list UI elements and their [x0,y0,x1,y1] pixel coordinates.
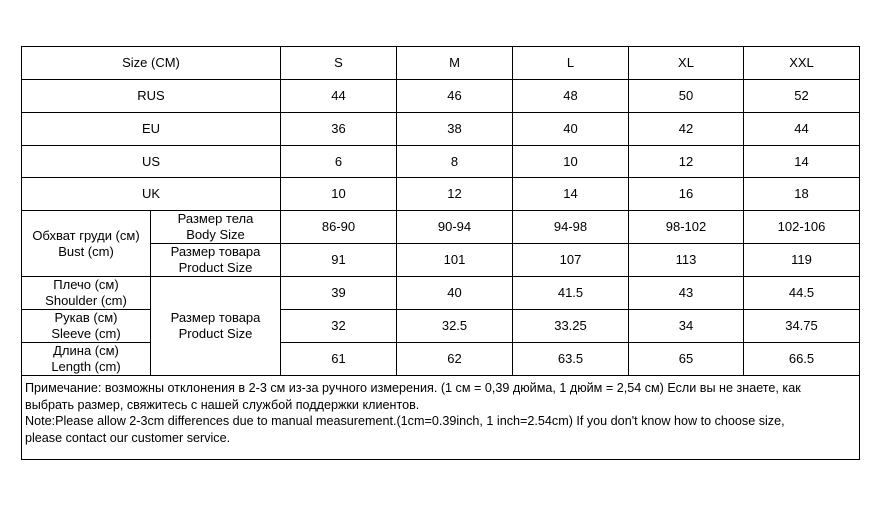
table-cell: 6 [281,146,397,178]
table-cell: 38 [397,113,513,146]
table-cell: 48 [513,80,629,113]
table-cell: 41.5 [513,277,629,310]
table-cell: 46 [397,80,513,113]
product-size-group-label [151,277,281,376]
product-size-label-en: Product Size [178,260,253,275]
size-label-cell: Size (CM) [22,47,281,80]
table-cell: 34 [629,310,744,343]
table-cell: 43 [629,277,744,310]
note-line-en-2: please contact our customer service. [25,430,231,445]
note-row [22,376,860,460]
table-cell: 42 [629,113,744,146]
body-size-label-en: Body Size [186,227,245,242]
table-row-uk [22,178,860,211]
body-size-label [151,211,281,244]
table-row-eu [22,113,860,146]
table-cell: 52 [744,80,860,113]
table-cell: 44.5 [744,277,860,310]
table-cell: 39 [281,277,397,310]
row-label: RUS [22,80,281,113]
note-line-ru-2: выбрать размер, свяжитесь с нашей службой поддержки клиентов. [25,397,420,412]
length-label-en: Length (cm) [51,359,121,374]
table-cell: 40 [513,113,629,146]
sleeve-label [22,310,151,343]
bust-label-ru: Обхват груди (см) [32,227,140,243]
table-cell: 18 [744,178,860,211]
table-cell: 91 [281,244,397,277]
sleeve-label-ru: Рукав (см) [54,310,118,325]
table-cell: 94-98 [513,211,629,244]
table-cell: 102-106 [744,211,860,244]
table-cell: 8 [397,146,513,178]
header-row [22,47,860,80]
table-cell: 119 [744,244,860,277]
table-cell: 12 [629,146,744,178]
shoulder-label-en: Shoulder (cm) [45,293,127,308]
table-cell: 10 [513,146,629,178]
row-label: EU [22,113,281,146]
table-cell: 66.5 [744,343,860,376]
table-cell: 63.5 [513,343,629,376]
table-cell: 107 [513,244,629,277]
table-row-us [22,146,860,178]
size-header-xxl: XXL [744,47,860,80]
shoulder-label [22,277,151,310]
table-cell: 40 [397,277,513,310]
table-cell: 62 [397,343,513,376]
table-cell: 14 [744,146,860,178]
table-cell: 32 [281,310,397,343]
table-cell: 98-102 [629,211,744,244]
row-label: US [22,146,281,178]
shoulder-label-ru: Плечо (см) [53,277,119,292]
table-row-bust-body [22,211,860,244]
table-cell: 33.25 [513,310,629,343]
table-cell: 61 [281,343,397,376]
table-row-sleeve [22,310,860,343]
product-group-label-ru: Размер товара [170,310,261,325]
body-size-label-ru: Размер тела [177,211,254,226]
table-cell: 44 [281,80,397,113]
size-chart-table [21,46,860,460]
length-label [22,343,151,376]
table-cell: 101 [397,244,513,277]
table-row-rus [22,80,860,113]
size-header-l: L [513,47,629,80]
table-row-shoulder [22,277,860,310]
bust-label [22,211,151,277]
size-header-m: M [397,47,513,80]
table-cell: 86-90 [281,211,397,244]
table-cell: 12 [397,178,513,211]
table-cell: 44 [744,113,860,146]
table-cell: 32.5 [397,310,513,343]
table-cell: 10 [281,178,397,211]
table-cell: 113 [629,244,744,277]
table-cell: 16 [629,178,744,211]
table-cell: 90-94 [397,211,513,244]
note-cell [22,376,860,460]
table-cell: 34.75 [744,310,860,343]
product-size-label-ru: Размер товара [170,244,261,259]
product-size-label [151,244,281,277]
product-group-label-en: Product Size [178,326,253,341]
note-line-en-1: Note:Please allow 2-3cm differences due to manual measurement.(1cm=0.39inch, 1 inch=2.54cm) If you don't know how to choose size, [25,414,785,428]
sleeve-label-en: Sleeve (cm) [51,326,121,341]
row-label: UK [22,178,281,211]
table-cell: 14 [513,178,629,211]
note-line-ru-1: Примечание: возможны отклонения в 2-3 см из-за ручного измерения. (1 см = 0,39 дюйма, 1 дюйм = 2,54 см) Если вы не знаете, как [25,381,801,395]
table-cell: 36 [281,113,397,146]
bust-label-en: Bust (cm) [58,243,114,259]
length-label-ru: Длина (см) [53,343,119,358]
table-row-length [22,343,860,376]
table-cell: 65 [629,343,744,376]
table-cell: 50 [629,80,744,113]
size-header-xl: XL [629,47,744,80]
size-header-s: S [281,47,397,80]
